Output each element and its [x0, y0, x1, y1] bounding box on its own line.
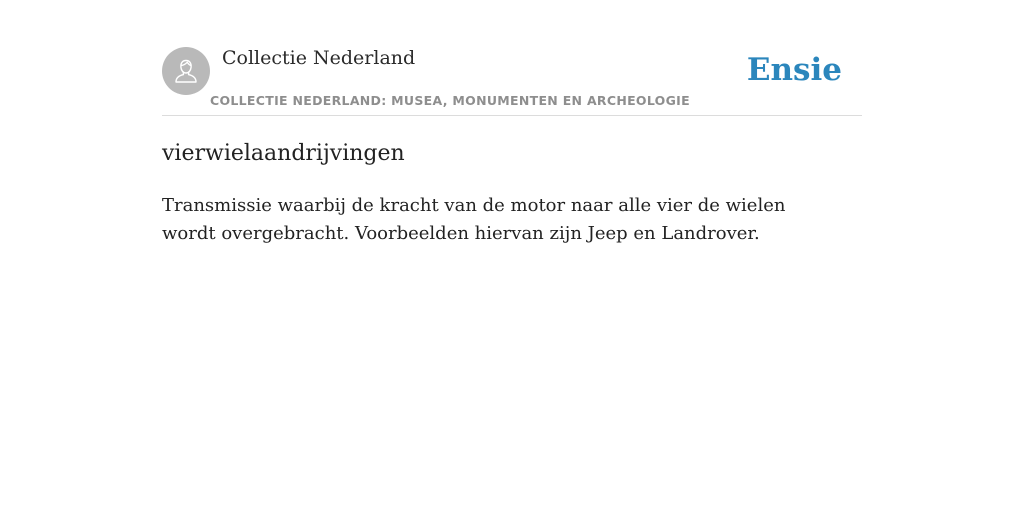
author-name[interactable]: Collectie Nederland — [222, 47, 416, 69]
entry-definition: Transmissie waarbij de kracht van de motor naar alle vier de wielen wordt overgebracht. Voorbeelden hiervan zijn Jeep en Landrover. — [162, 195, 786, 244]
author-subtitle[interactable]: COLLECTIE NEDERLAND: MUSEA, MONUMENTEN EN ARCHEOLOGIE — [210, 93, 690, 108]
author-avatar[interactable] — [162, 47, 210, 95]
entry-term: vierwielaandrijvingen — [162, 141, 405, 166]
entry-header — [162, 40, 862, 116]
ensie-logo[interactable]: Ensie — [746, 52, 842, 88]
user-avatar-icon — [171, 56, 201, 86]
